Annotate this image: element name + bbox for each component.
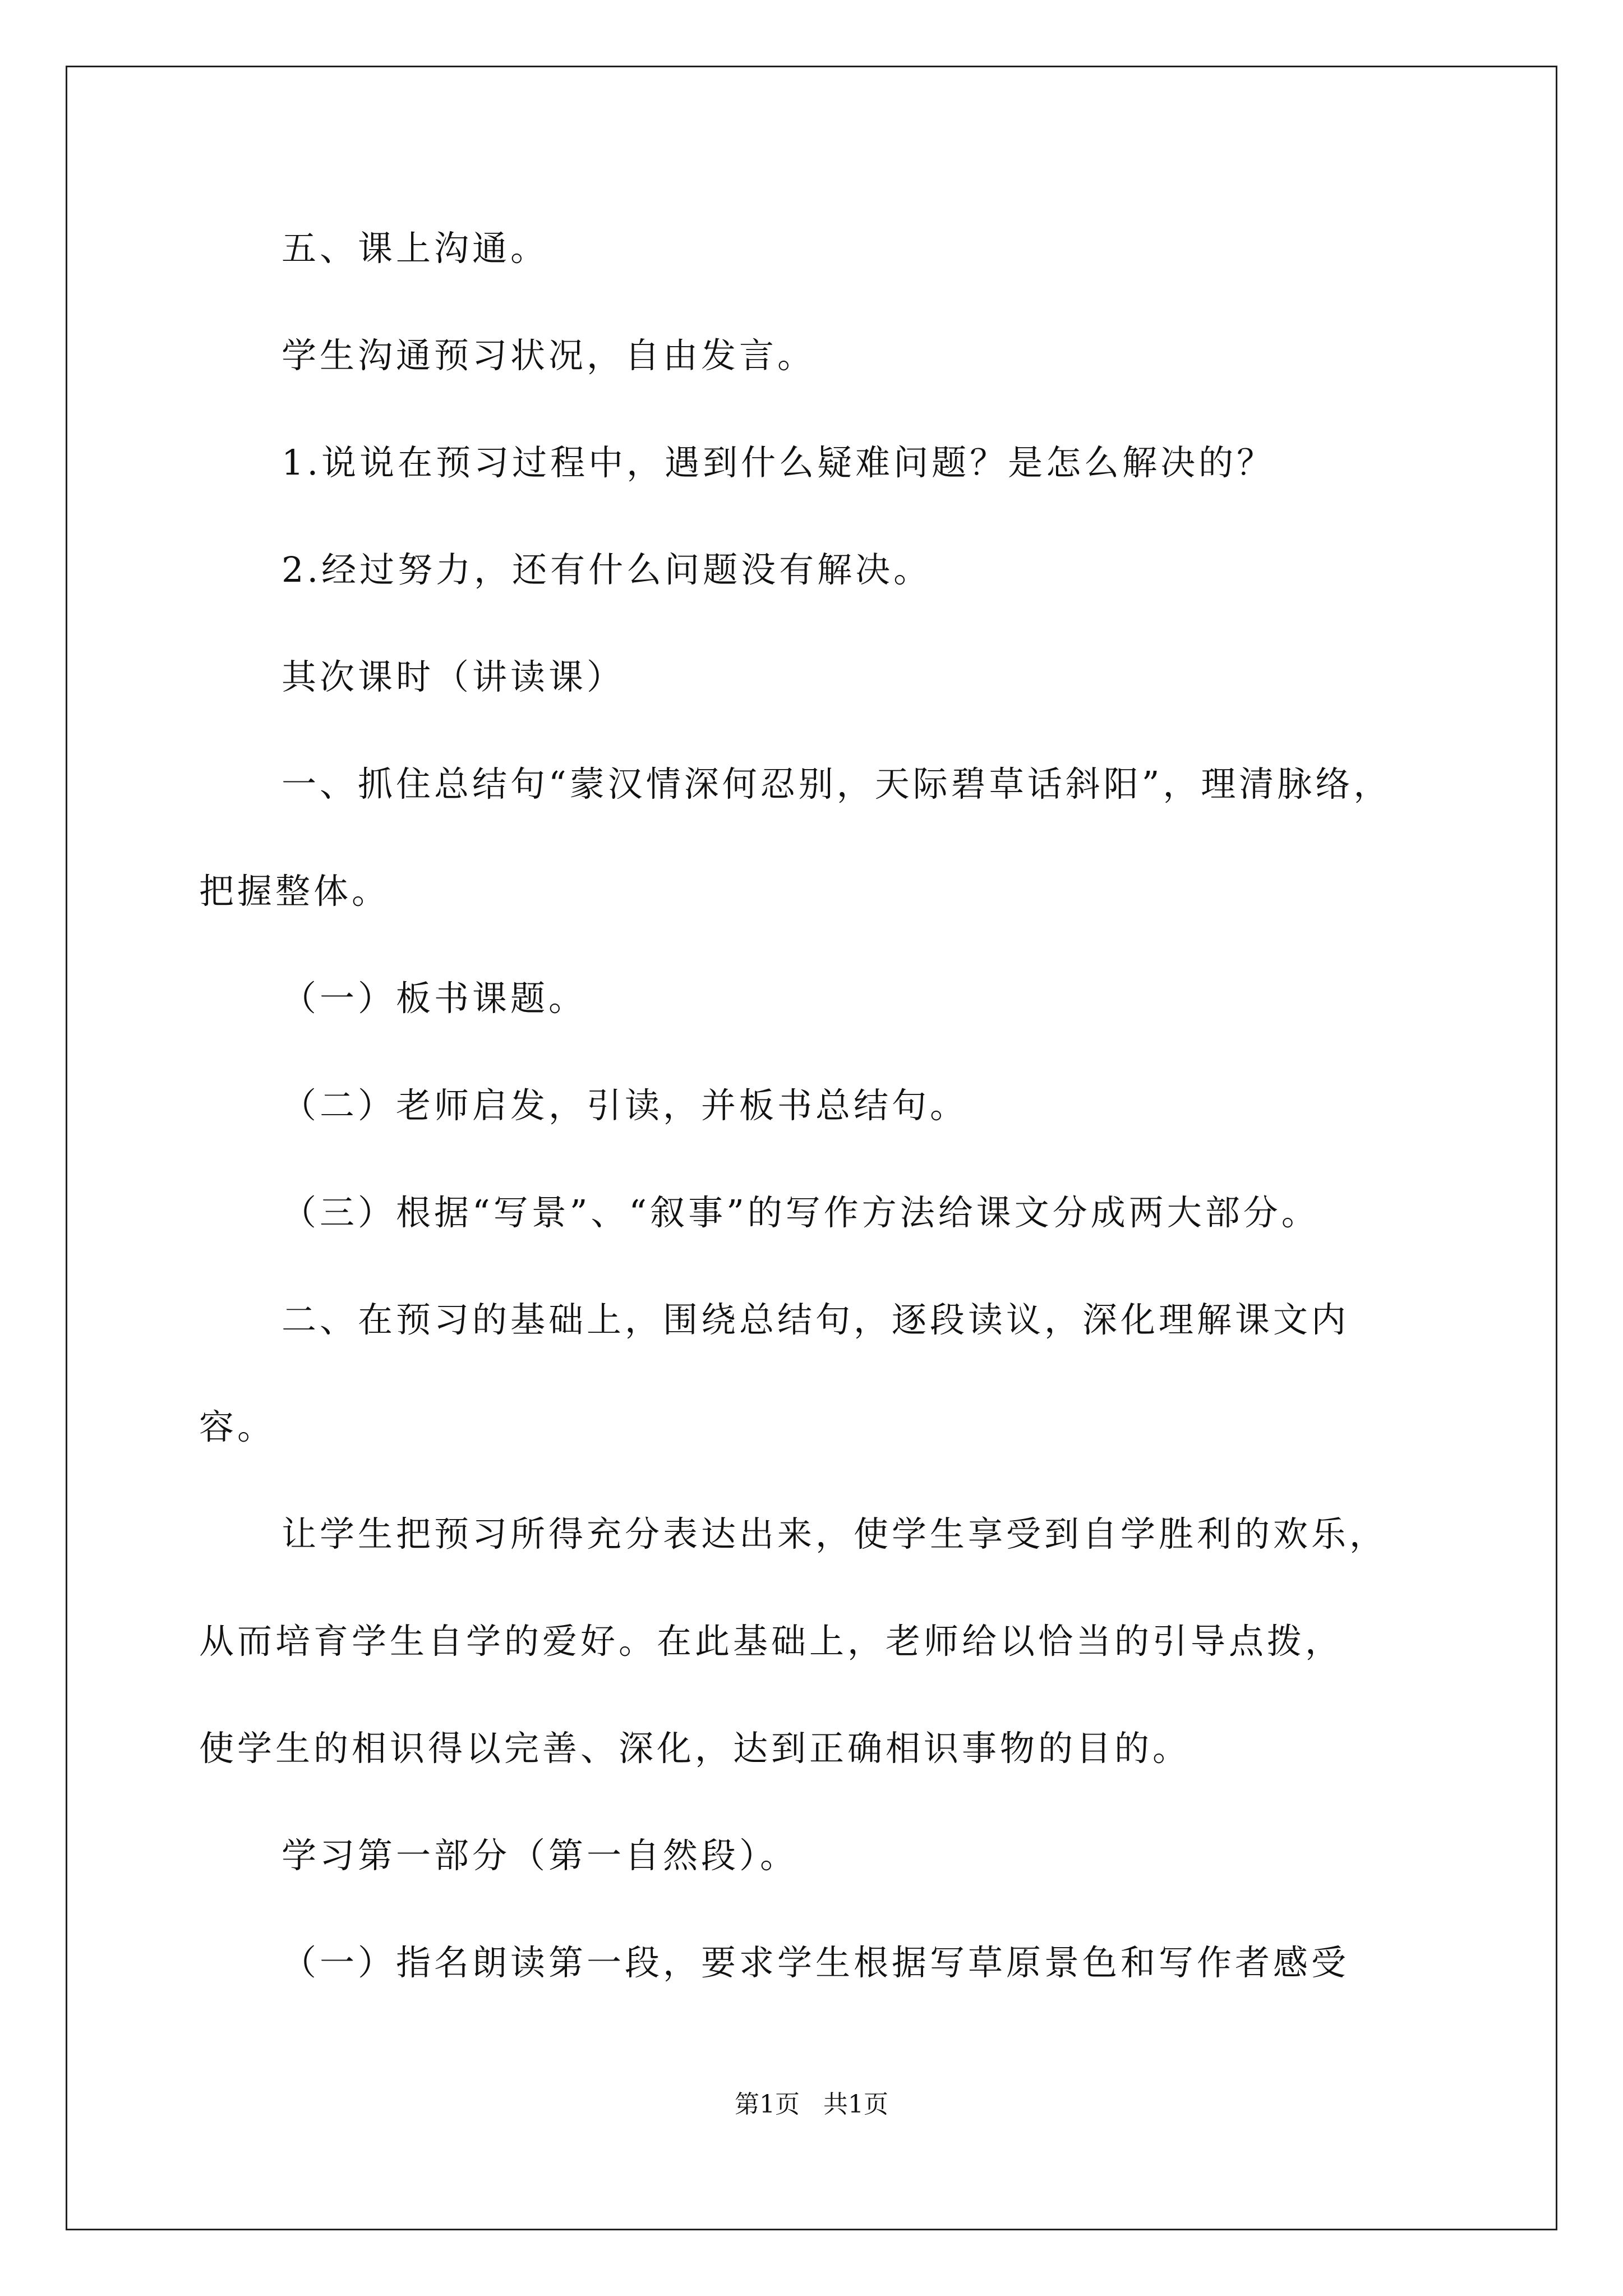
text-line: （一）板书课题。 (282, 978, 587, 1019)
text-line: 1.说说在预习过程中，遇到什么疑难问题？是怎么解决的？ (282, 442, 1275, 483)
text-line: 使学生的相识得以完善、深化，达到正确相识事物的目的。 (199, 1728, 1191, 1769)
text-line: （二）老师启发，引读，并板书总结句。 (282, 1085, 969, 1126)
text-line: （一）指名朗读第一段，要求学生根据写草原景色和写作者感受 (282, 1942, 1350, 1983)
text-line: 二、在预习的基础上，围绕总结句，逐段读议，深化理解课文内 (282, 1299, 1350, 1340)
text-line: 一、抓住总结句“蒙汉情深何忍别，天际碧草话斜阳”，理清脉络， (282, 763, 1392, 804)
text-line: 五、课上沟通。 (282, 228, 549, 269)
text-line: 从而培育学生自学的爱好。在此基础上，老师给以恰当的引导点拨， (199, 1621, 1344, 1662)
text-line: （三）根据“写景”、“叙事”的写作方法给课文分成两大部分。 (282, 1192, 1320, 1233)
text-line: 学习第一部分（第一自然段）。 (282, 1835, 799, 1876)
text-line: 把握整体。 (199, 871, 390, 912)
text-line: 容。 (199, 1406, 276, 1447)
text-line: 学生沟通预习状况，自由发言。 (282, 335, 816, 376)
text-line: 其次课时（讲读课） (282, 656, 625, 697)
text-line: 让学生把预习所得充分表达出来，使学生享受到自学胜利的欢乐， (282, 1513, 1388, 1554)
page-border (66, 66, 1557, 2230)
page-footer: 第1页 共1页 (735, 2090, 888, 2119)
text-line: 2.经过努力，还有什么问题没有解决。 (282, 549, 932, 590)
